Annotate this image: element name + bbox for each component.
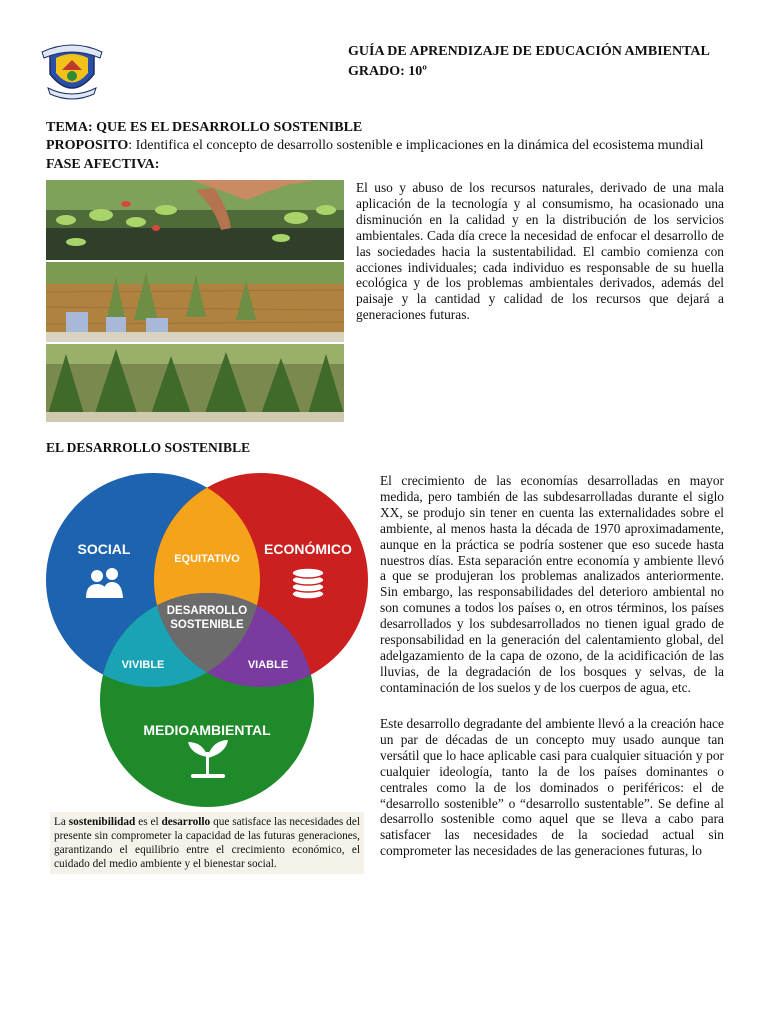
section-heading-desarrollo-sostenible: EL DESARROLLO SOSTENIBLE bbox=[46, 440, 251, 455]
purpose-text: : Identifica el concepto de desarrollo sostenible e implicaciones en la dinámica del ecosistema mundial bbox=[128, 138, 704, 153]
sustainability-definition-caption bbox=[50, 812, 364, 874]
grade-label: GRADO: 10º bbox=[348, 64, 427, 79]
intro-paragraph: El uso y abuso de los recursos naturales, derivado de una mala aplicación de la tecnología y al consumismo, ha ocasionado una disminución en la calidad y en la distribución de los servicios ambientales. Cada día crece la necesidad de enfocar el desarrollo de las sociedades hacia la sustentabilidad. El cambio comienza con acciones individuales; cada individuo es responsable de su huella ecológica y de los problemas ambientales derivados, además del paisaje y la cantidad y calidad de los recursos que dejará a generaciones futuras. bbox=[356, 180, 724, 323]
sustainability-venn-diagram bbox=[46, 472, 368, 812]
vivible-label: VIVIBLE bbox=[121, 659, 165, 671]
caption-text-1: La bbox=[54, 816, 69, 828]
equitativo-label: EQUITATIVO bbox=[174, 553, 240, 565]
caption-bold-sostenibilidad: sostenibilidad bbox=[68, 816, 136, 828]
economico-label: ECONÓMICO bbox=[264, 541, 352, 557]
school-crest-logo bbox=[40, 40, 104, 100]
caption-text-3: que satisface las necesidades del presente sin comprometer la capacidad de las futuras generaciones, garantizando el equilibrio entre el crecimiento económico, el cuidado del medio ambiente y el bienestar social. bbox=[54, 816, 360, 870]
center-label-line2: SOSTENIBLE bbox=[170, 619, 244, 631]
tree-nursery-photo bbox=[46, 262, 344, 342]
document-title: GUÍA DE APRENDIZAJE DE EDUCACIÓN AMBIENTAL bbox=[348, 44, 710, 59]
topic-heading: TEMA: QUE ES EL DESARROLLO SOSTENIBLE bbox=[46, 120, 363, 135]
social-label: SOCIAL bbox=[77, 541, 131, 557]
center-label-line1: DESARROLLO bbox=[166, 605, 248, 617]
phase-heading: FASE AFECTIVA: bbox=[46, 157, 160, 172]
viable-label: VIABLE bbox=[247, 659, 289, 671]
pine-plantation-photo bbox=[46, 344, 344, 422]
seedlings-hand-photo bbox=[46, 180, 344, 260]
purpose-line bbox=[46, 138, 746, 154]
economy-paragraph: El crecimiento de las economías desarrolladas en mayor medida, pero también de las subdesarrolladas durante el siglo XX, se produjo sin tener en cuenta las externalidades sobre el ambiente, al menos hasta la década de 1970 aproximadamente, aunque en la práctica se podría sostener que eso sucede hasta nuestros días. Esta separación entre economía y ambiente llevó a que se produjeran los problemas analizados anteriormente. Sin embargo, las responsabilidades del deterioro ambiental no son comunes a todos los países o, en otros términos, los países desarrollados y los subdesarrollados no tienen igual grado de responsabilidad en la generación del calentamiento global, del adelgazamiento de la capa de ozono, de la acidificación de las lluvias, de la degradación de los bosques y selvas, de la contaminación de los suelos y de los cuerpos de agua, etc. bbox=[380, 473, 724, 695]
coins-icon bbox=[292, 568, 324, 599]
caption-bold-desarrollo: desarrollo bbox=[161, 816, 211, 828]
caption-text-2: es el bbox=[135, 816, 162, 828]
concept-paragraph: Este desarrollo degradante del ambiente llevó a la creación hace un par de décadas de un concepto muy usado aunque tan versátil que lo hace aplicable casi para cualquier situación y por cualquier ideología, tanto la de los países dominantes o centrales como la de los dominados o periféricos: el de “desarrollo sostenible” o “desarrollo sustentable”. Se define al desarrollo sostenible como aquel que se lleva a cabo para satisfacer las necesidades de la sociedad actual sin comprometer las necesidades de las generaciones futuras, lo bbox=[380, 716, 724, 859]
purpose-label: PROPOSITO bbox=[46, 138, 129, 153]
medioambiental-label: MEDIOAMBIENTAL bbox=[143, 722, 271, 738]
